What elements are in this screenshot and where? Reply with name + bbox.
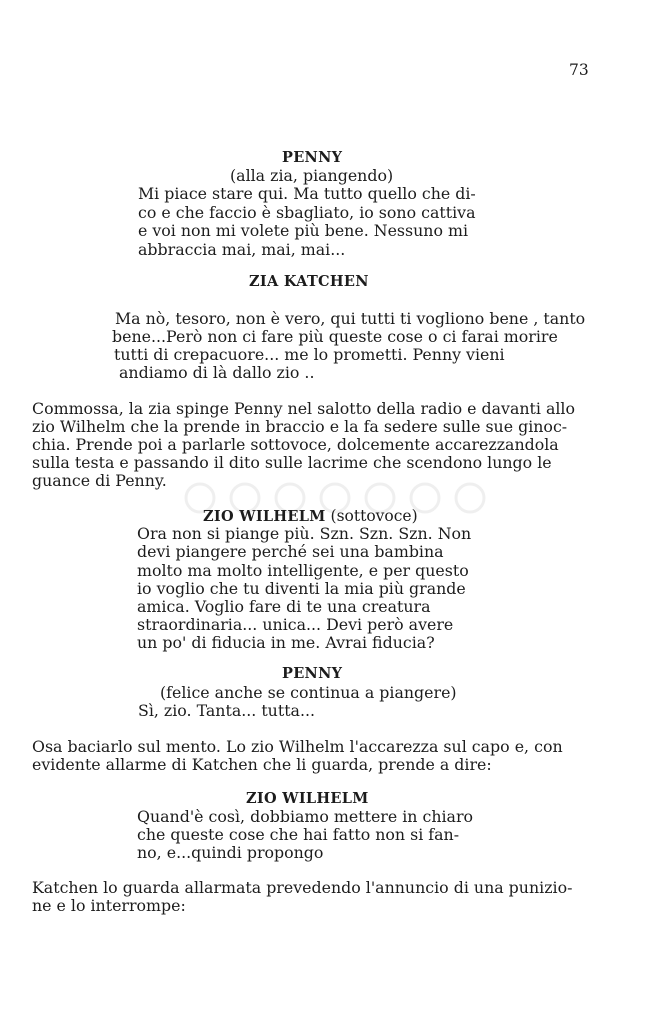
dialogue-line: devi piangere perché sei una bambina [137, 542, 444, 561]
dialogue-line: Quand'è così, dobbiamo mettere in chiaro [137, 807, 474, 826]
speaker-penny: PENNY [282, 665, 343, 682]
dialogue-line: Sì, zio. Tanta... tutta... [138, 701, 316, 720]
dialogue-line: tutti di crepacuore... me lo prometti. Penny vieni [114, 345, 505, 364]
narrative-line: chia. Prende poi a parlarle sottovoce, dolcemente accarezzandola [32, 435, 559, 454]
stage-direction: (alla zia, piangendo) [230, 166, 394, 185]
page-number: 73 [569, 61, 589, 79]
narrative-line: ne e lo interrompe: [32, 896, 186, 915]
dialogue-line: e voi non mi volete più bene. Nessuno mi [138, 221, 469, 240]
dialogue-line: andiamo di là dallo zio .. [119, 363, 315, 382]
dialogue-line: Mi piace stare qui. Ma tutto quello che di- [138, 184, 476, 203]
dialogue-line: co e che faccio è sbagliato, io sono cattiva [138, 203, 476, 222]
speaker-name: ZIO WILHELM [203, 508, 326, 525]
dialogue-line: Ma nò, tesoro, non è vero, qui tutti ti vogliono bene , tanto [115, 309, 586, 328]
narrative-line: Katchen lo guarda allarmata prevedendo l'annuncio di una punizio- [32, 878, 573, 897]
narrative-line: evidente allarme di Katchen che li guarda, prende a dire: [32, 755, 492, 774]
dialogue-line: amica. Voglio fare di te una creatura [137, 597, 431, 616]
dialogue-line: straordinaria... unica... Devi però avere [137, 615, 454, 634]
inline-stage-direction: (sottovoce) [325, 507, 418, 525]
dialogue-line: io voglio che tu diventi la mia più grande [137, 579, 466, 598]
dialogue-line: Ora non si piange più. Szn. Szn. Szn. Non [137, 524, 472, 543]
dialogue-line: abbraccia mai, mai, mai... [138, 240, 346, 259]
stage-direction: (felice anche se continua a piangere) [160, 683, 457, 702]
narrative-line: Osa baciarlo sul mento. Lo zio Wilhelm l'accarezza sul capo e, con [32, 737, 563, 756]
dialogue-line: bene...Però non ci fare più queste cose o ci farai morire [112, 327, 558, 346]
dialogue-line: un po' di fiducia in me. Avrai fiducia? [137, 633, 435, 652]
narrative-line: Commossa, la zia spinge Penny nel salotto della radio e davanti allo [32, 399, 575, 418]
speaker-zio-wilhelm: ZIO WILHELM [246, 790, 369, 807]
dialogue-line: che queste cose che hai fatto non si fan- [137, 825, 460, 844]
dialogue-line: molto ma molto intelligente, e per questo [137, 561, 469, 580]
narrative-line: guance di Penny. [32, 471, 167, 490]
narrative-line: zio Wilhelm che la prende in braccio e la fa sedere sulle sue ginoc- [32, 417, 568, 436]
dialogue-line: no, e...quindi propongo [137, 843, 324, 862]
narrative-line: sulla testa e passando il dito sulle lacrime che scendono lungo le [32, 453, 552, 472]
speaker-zia-katchen: ZIA KATCHEN [249, 273, 369, 290]
speaker-penny: PENNY [282, 149, 343, 166]
